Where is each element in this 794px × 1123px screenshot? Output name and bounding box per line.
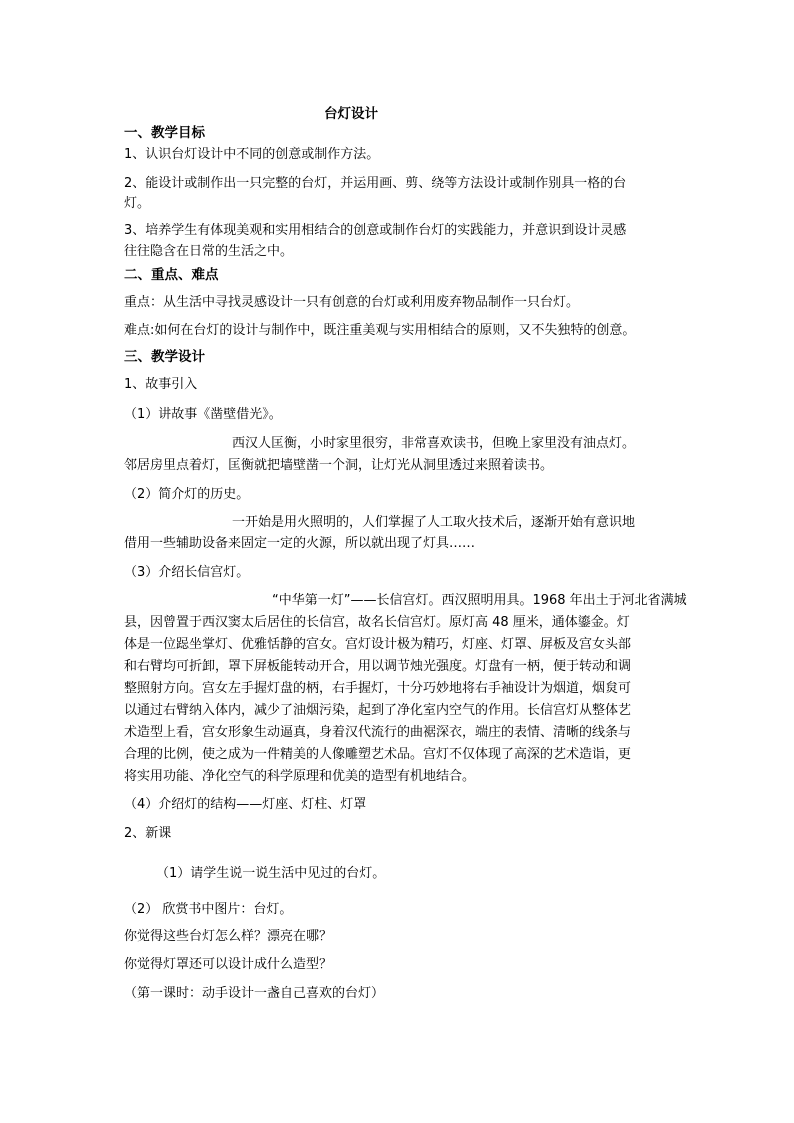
objective-item-3-line-1: 3、培养学生有体现美观和实用相结合的创意或制作台灯的实践能力，并意识到设计灵感	[124, 223, 627, 238]
part-2-title: 2、新课	[124, 826, 172, 841]
history-paragraph-line-2: 借用一些辅助设备来固定一定的火源，所以就出现了灯具……	[124, 536, 476, 551]
lamp-paragraph-line: 术造型上看，宫女形象生动逼真，身着汉代流行的曲裾深衣，端庄的表情、清晰的线条与	[124, 725, 632, 740]
objective-item-2-line-2: 灯。	[124, 196, 151, 211]
lamp-paragraph-line: 和右臂均可折卸，罩下屏板能转动开合，用以调节烛光强度。灯盘有一柄，便于转动和调	[124, 659, 632, 674]
objective-item-3-line-2: 往往隐含在日常的生活之中。	[124, 244, 294, 259]
lamp-paragraph-line: 整照射方向。宫女左手握灯盘的柄，右手握灯，十分巧妙地将右手袖设计为烟道，烟炱可	[124, 681, 632, 696]
lamp-paragraph-line: 将实用功能、净化空气的科学原理和优美的造型有机地结合。	[124, 769, 476, 784]
step-2-title: （2）简介灯的历史。	[124, 487, 250, 502]
step-4-title: （4）介绍灯的结构——灯座、灯柱、灯罩	[124, 797, 367, 812]
section-heading-key-points: 二、重点、难点	[124, 267, 219, 283]
question-1: 你觉得这些台灯怎么样？漂亮在哪？	[124, 929, 333, 944]
new-lesson-item-1: （1）请学生说一说生活中见过的台灯。	[156, 866, 386, 881]
step-3-title: （3）介绍长信宫灯。	[124, 565, 250, 580]
lamp-paragraph-line: 以通过右臂纳入体内，减少了油烟污染，起到了净化室内空气的作用。长信宫灯从整体艺	[124, 703, 632, 718]
section-heading-objectives: 一、教学目标	[124, 125, 205, 141]
lamp-paragraph-line: 体是一位跽坐掌灯、优雅恬静的宫女。宫灯设计极为精巧，灯座、灯罩、屏板及宫女头部	[124, 637, 632, 652]
section-heading-teaching-design: 三、教学设计	[124, 349, 205, 365]
lamp-paragraph-line: 合理的比例，使之成为一件精美的人像雕塑艺术品。宫灯不仅体现了高深的艺术造诣，更	[124, 747, 632, 762]
document-title: 台灯设计	[324, 106, 378, 122]
lamp-paragraph-line: “中华第一灯”——长信宫灯。西汉照明用具。1968 年出土于河北省满城	[272, 593, 687, 608]
difficulty-text: 难点:如何在台灯的设计与制作中，既注重美观与实用相结合的原则，又不失独特的创意。	[124, 323, 636, 338]
objective-item-2-line-1: 2、能设计或制作出一只完整的台灯，并运用画、剪、绕等方法设计或制作别具一格的台	[124, 176, 627, 191]
lamp-paragraph-line: 县，因曾置于西汉窦太后居住的长信宫，故名长信宫灯。原灯高 48 厘米，通体鎏金。灯	[124, 615, 630, 630]
first-lesson-note: （第一课时：动手设计一盏自己喜欢的台灯）	[124, 986, 385, 1001]
story-paragraph-line-1: 西汉人匡衡，小时家里很穷，非常喜欢读书，但晚上家里没有油点灯。	[232, 436, 636, 451]
history-paragraph-line-1: 一开始是用火照明的，人们掌握了人工取火技术后，逐渐开始有意识地	[232, 515, 636, 530]
question-2: 你觉得灯罩还可以设计成什么造型？	[124, 957, 333, 972]
step-1-title: （1）讲故事《凿壁借光》。	[124, 407, 282, 422]
part-1-title: 1、故事引入	[124, 377, 198, 392]
key-point-text: 重点：从生活中寻找灵感设计一只有创意的台灯或利用废弃物品制作一只台灯。	[124, 295, 580, 310]
story-paragraph-line-2: 邻居房里点着灯，匡衡就把墙壁凿一个洞，让灯光从洞里透过来照着读书。	[124, 458, 554, 473]
objective-item-1: 1、认识台灯设计中不同的创意或制作方法。	[124, 147, 380, 162]
new-lesson-item-2: （2） 欣赏书中图片：台灯。	[124, 902, 293, 917]
